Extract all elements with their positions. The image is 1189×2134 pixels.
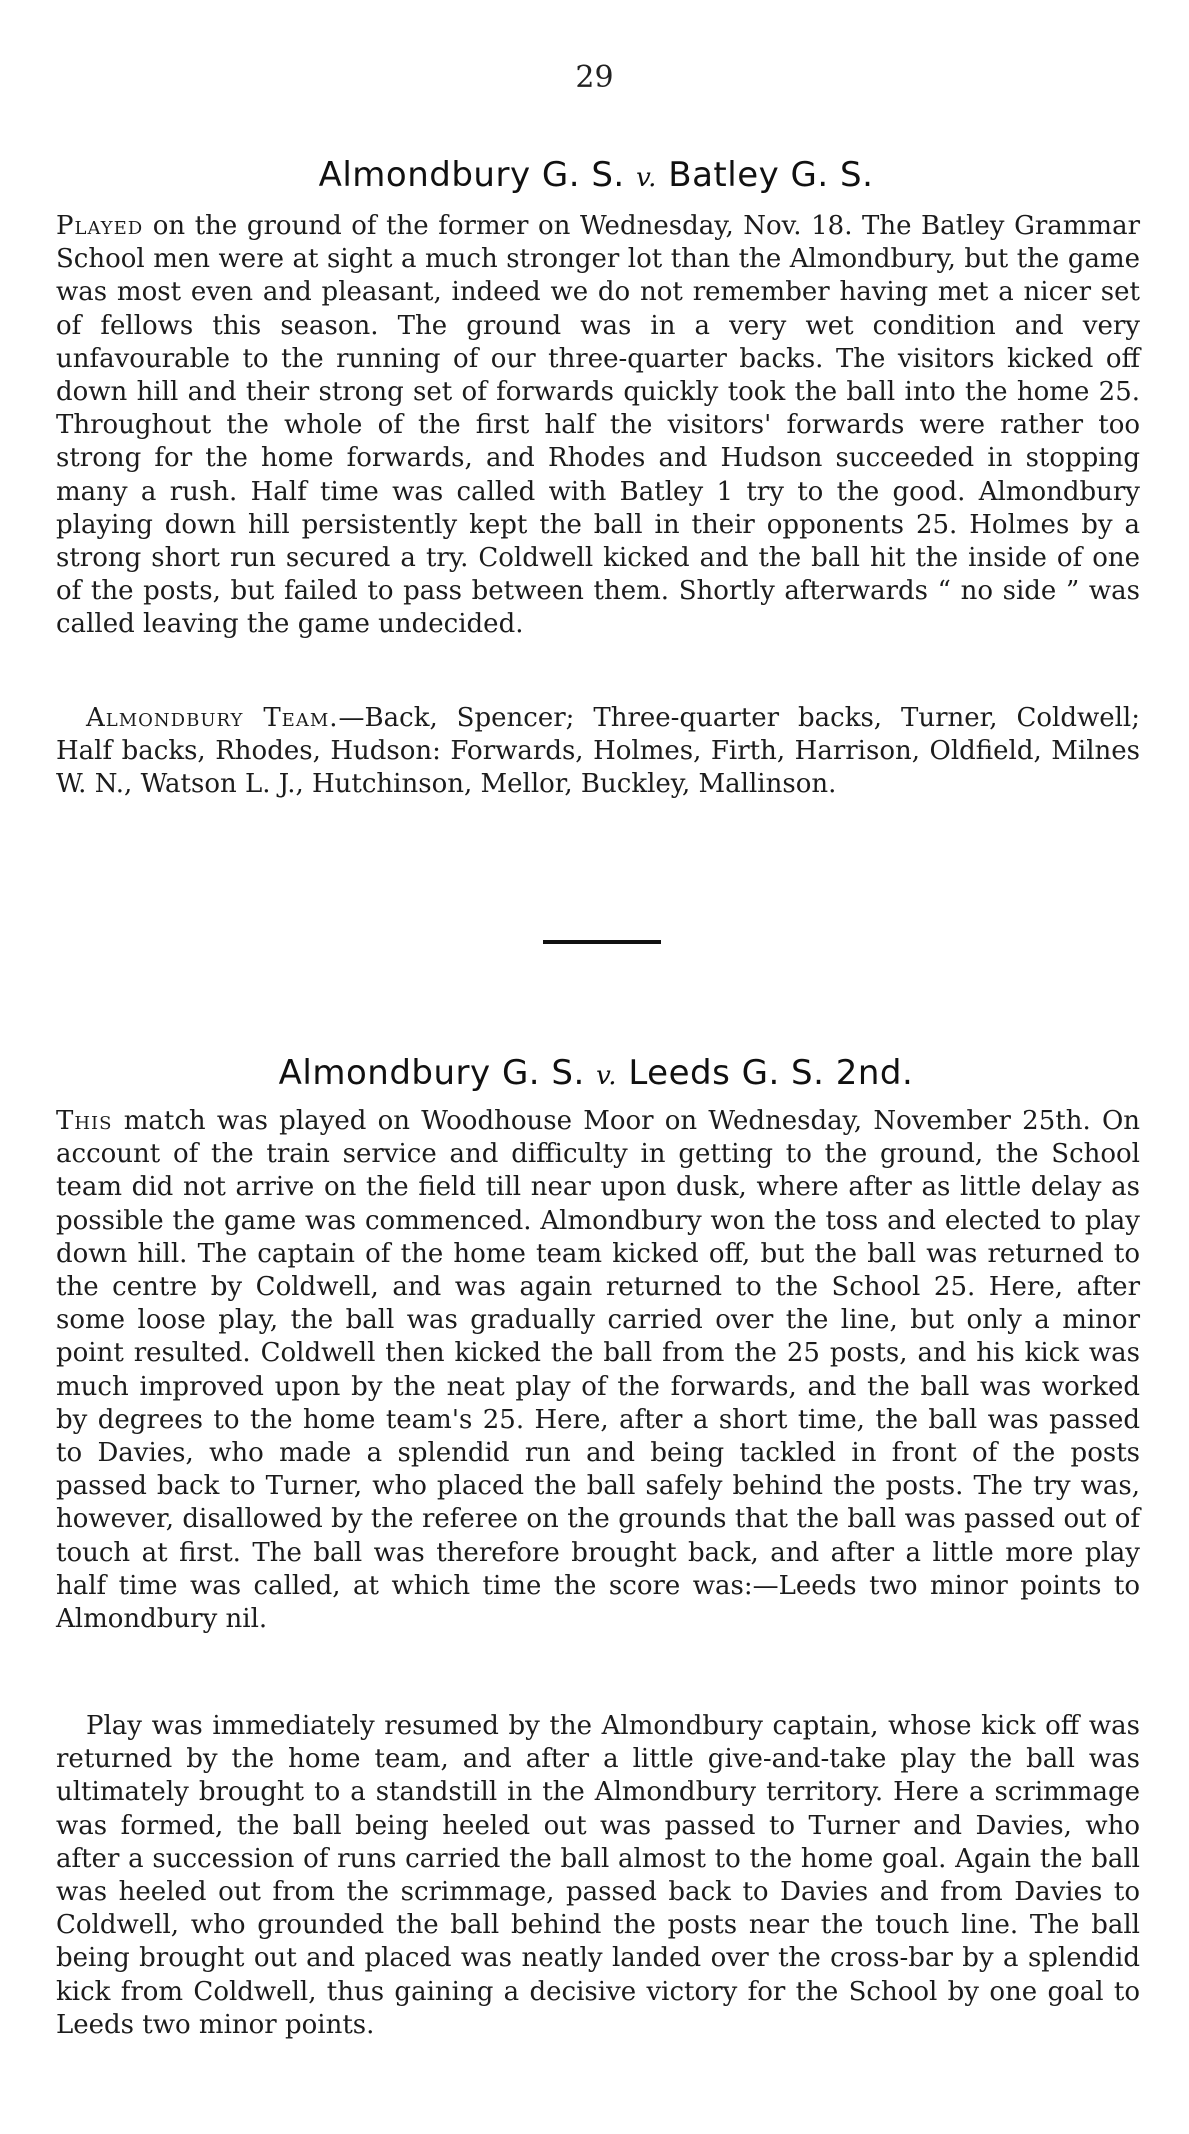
article-2-text: match was played on Woodhouse Moor on Wednesday, November 25th. On account of the train service and difficulty in getting to the ground, the School team did not arrive on the field till near upon dusk, where after as little delay as possible the game was commenced. Almondbury won the toss and elected to play down hill. The captain of the home team kicked off, but the ball was returned to the centre by Coldwell, and was again returned to the School 25. Here, after some loose play, the ball was gradually carried over the line, but only a minor point resulted. Coldwell then kicked the ball from the 25 posts, and his kick was much improved upon by the neat play of the forwards, and the ball was worked by degrees to the home team's 25. Here, after a short time, the ball was passed to Davies, who made a splendid run and being tackled in front of the posts passed back to Turner, who placed the ball safely behind the posts. The try was, however, disallowed by the referee on the grounds that the ball was passed out of touch at first. The ball was therefore brought back, and after a little more play half time was called, at which time the score was:—Leeds two minor points to Almondbury nil. [56,1106,1141,1635]
article-1-title-away: Batley G. S. [668,154,874,195]
article-2-body [56,1105,1140,1636]
article-1-text: on the ground of the former on Wednesday, Nov. 18. The Batley Grammar School men were at sight a much stronger lot than the Almondbury, but the game was most even and pleasant, indeed we do not remember having met a nicer set of fellows this season. The ground was in a very wet condition and very unfavourable to the running of our three-quarter backs. The visitors kicked off down hill and their strong set of forwards quickly took the ball into the home 25. Throughout the whole of the first half the visitors' forwards were rather too strong for the home forwards, and Rhodes and Hudson succeeded in stopping many a rush. Half time was called with Batley 1 try to the good. Almondbury playing down hill persistently kept the ball in their opponents 25. Holmes by a strong short run secured a try. Coldwell kicked and the ball hit the inside of one of the posts, but failed to pass between them. Shortly afterwards “ no side ” was called leaving the game undecided. [56,211,1141,640]
article-2-title-away: Leeds G. S. 2nd. [628,1052,914,1093]
article-2-body-continued: Play was immediately resumed by the Almondbury captain, whose kick off was returned by the home team, and after a little give-and-take play the ball was ultimately brought to a standstill in the Almondbury territory. Here a scrimmage was formed, the ball being heeled out was passed to Turner and Davies, who after a succession of runs carried the ball almost to the home goal. Again the ball was heeled out from the scrimmage, passed back to Davies and from Davies to Coldwell, who grounded the ball behind the posts near the touch line. The ball being brought out and placed was neatly landed over the cross-bar by a splendid kick from Coldwell, thus gaining a decisive victory for the School by one goal to Leeds two minor points. [56,1711,1140,2040]
team-label: Almondbury Team. [86,703,339,733]
article-2-lead-word: This [56,1106,113,1136]
article-1-title-home: Almondbury G. S. [318,154,625,195]
article-1-title [56,155,1136,195]
section-divider [543,940,661,944]
team-text: —Back, Spencer; Three-quarter backs, Turner, Coldwell; Half backs, Rhodes, Hudson: Forwards, Holmes, Firth, Harrison, Oldfield, Milnes W. N., Watson L. J., Hutchinson, Mellor, Buckley, Mallinson. [56,703,1141,800]
article-1-title-versus: v. [636,162,657,193]
article-1-body [56,210,1140,642]
article-2-title [56,1053,1136,1093]
article-2-title-versus: v. [596,1060,617,1091]
article-1-lead-word: Played [56,211,144,241]
page-number: 29 [575,60,614,95]
article-1-team-list [56,702,1140,802]
article-2-title-home: Almondbury G. S. [278,1052,585,1093]
